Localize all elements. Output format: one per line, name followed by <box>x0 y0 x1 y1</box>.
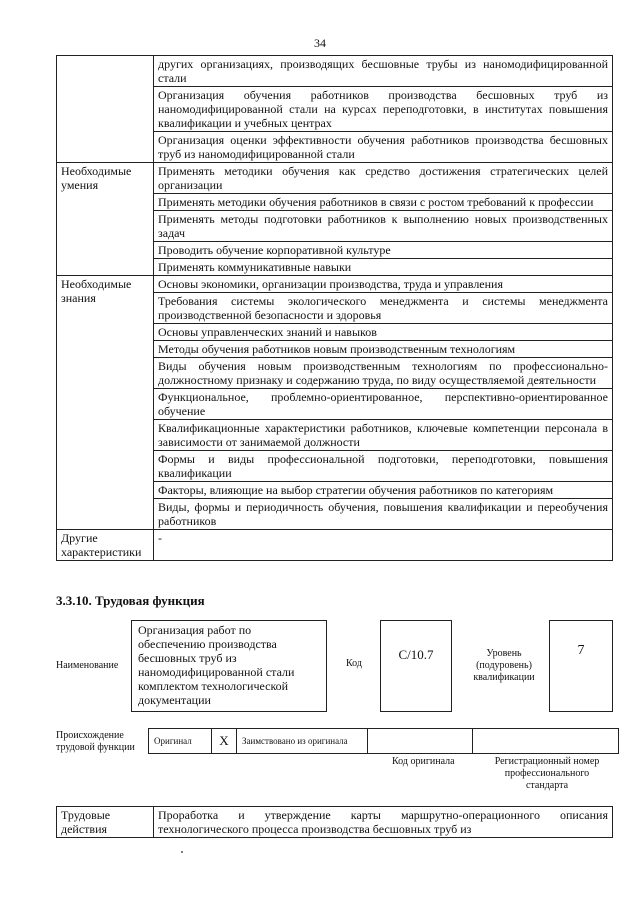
name-label: Наименование <box>56 660 119 671</box>
level-label: Уровень (подуровень) квалификации <box>473 648 535 683</box>
stray-dot <box>181 851 183 853</box>
requirement-item: Применять коммуникативные навыки <box>154 259 613 276</box>
requirement-item: Применять методики обучения работников в связи с ростом требований к профессии <box>154 194 613 211</box>
origin-code-cell <box>368 729 473 754</box>
labor-actions-table <box>56 806 613 838</box>
requirement-item: Проводить обучение корпоративной культуре <box>154 242 613 259</box>
requirement-item: Применять методики обучения как средство достижения стратегических целей организации <box>154 163 613 194</box>
requirements-table <box>56 55 613 561</box>
row-label: Необходимые знания <box>57 276 154 530</box>
labor-actions-text: Проработка и утверждение карты маршрутно-операционного описания технологического процесса производства бесшовных труб из <box>154 807 613 838</box>
origin-label: Происхождение трудовой функции <box>56 730 135 753</box>
level-value-box: 7 <box>549 620 613 712</box>
requirement-item: Основы экономики, организации производства, труда и управления <box>154 276 613 293</box>
requirement-item: Функциональное, проблемно-ориентированное, перспективно-ориентированное обучение <box>154 389 613 420</box>
requirement-item: Факторы, влияющие на выбор стратегии обучения работников по категориям <box>154 482 613 499</box>
origin-borrowed: Заимствовано из оригинала <box>237 729 368 754</box>
requirement-item: Формы и виды профессиональной подготовки, переподготовки, повышения квалификации <box>154 451 613 482</box>
requirement-item: Организация обучения работников производства бесшовных труб из наномодифицированной стали на курсах переподготовки, в институтах повышения квалификации и учебных центрах <box>154 87 613 132</box>
requirement-item: Виды обучения новым производственным технологиям по профессионально-должностному признаку и содержанию труда, по виду осуществляемой деятельности <box>154 358 613 389</box>
code-label: Код <box>346 658 362 669</box>
requirement-item: других организациях, производящих бесшовные трубы из наномодифицированной стали <box>154 56 613 87</box>
reg-number-caption: Регистрационный номер профессионального стандарта <box>494 756 600 791</box>
origin-table <box>148 728 619 754</box>
labor-actions-label: Трудовые действия <box>57 807 154 838</box>
origin-reg-cell <box>473 729 619 754</box>
function-code-box: C/10.7 <box>380 620 452 712</box>
requirement-item: - <box>154 530 613 561</box>
row-label: Другие характеристики <box>57 530 154 561</box>
page-number: 34 <box>314 36 326 50</box>
function-name-box: Организация работ по обеспечению производства бесшовных труб из наномодифицированной стали комплектом технологической документации <box>131 620 327 712</box>
table-row <box>57 530 613 561</box>
requirement-item: Применять методы подготовки работников к выполнению новых производственных задач <box>154 211 613 242</box>
requirement-item: Виды, формы и периодичность обучения, повышения квалификации и переобучения работников <box>154 499 613 530</box>
row-label <box>57 56 154 163</box>
table-row <box>57 163 613 194</box>
origin-original: Оригинал <box>149 729 212 754</box>
requirement-item: Квалификационные характеристики работников, ключевые компетенции персонала в зависимости от занимаемой должности <box>154 420 613 451</box>
requirement-item: Организация оценки эффективности обучения работников производства бесшовных труб из наномодифицированной стали <box>154 132 613 163</box>
section-title: 3.3.10. Трудовая функция <box>56 593 205 608</box>
requirement-item: Требования системы экологического менеджмента и системы менеджмента производственной безопасности и здоровья <box>154 293 613 324</box>
requirement-item: Основы управленческих знаний и навыков <box>154 324 613 341</box>
requirement-item: Методы обучения работников новым производственным технологиям <box>154 341 613 358</box>
origin-mark: X <box>212 729 237 754</box>
table-row <box>57 56 613 87</box>
code-original-caption: Код оригинала <box>392 756 455 767</box>
row-label: Необходимые умения <box>57 163 154 276</box>
table-row <box>57 276 613 293</box>
